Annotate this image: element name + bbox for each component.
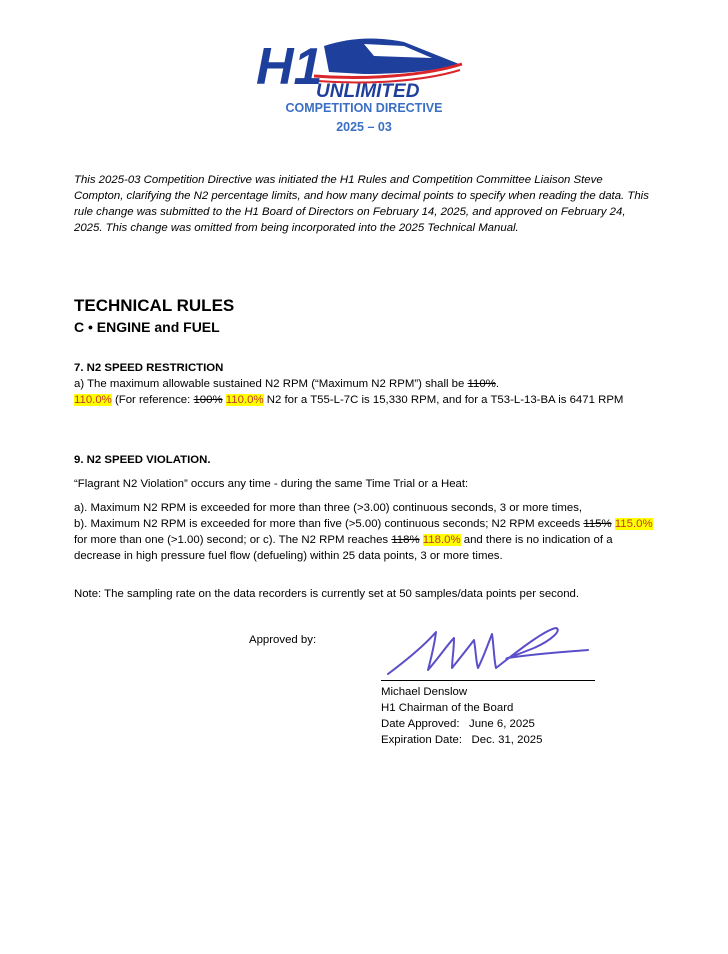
struck-value: 110% <box>467 378 496 390</box>
rule-7 <box>74 360 654 408</box>
rule-7-line-2 <box>74 392 654 408</box>
struck-value: 115% <box>583 518 612 530</box>
rule-7-text: a) The maximum allowable sustained N2 RPM (“Maximum N2 RPM”) shall be <box>74 378 468 390</box>
section-subtitle: C • ENGINE and FUEL <box>74 319 220 335</box>
punctuation: . <box>495 378 499 390</box>
rule-7-text: N2 for a T55-L-7C is 15,330 RPM, and for a T53-L-13-BA is 6471 RPM <box>263 394 624 406</box>
h1-unlimited-logo <box>254 34 466 100</box>
struck-value: 118% <box>391 534 420 546</box>
signature-image <box>384 618 594 680</box>
revised-value: 110.0% <box>225 394 264 406</box>
directive-number: 2025 – 03 <box>336 120 392 134</box>
rule-7-line-1 <box>74 376 654 392</box>
signature-line <box>381 680 595 681</box>
revised-value: 115.0% <box>614 518 653 530</box>
date-approved: Date Approved: June 6, 2025 <box>381 718 535 730</box>
intro-paragraph: This 2025-03 Competition Directive was initiated the H1 Rules and Competition Committee Liaison Steve Compton, clarifying the N2 percentage limits, and how many decimal points to specify when reading the data. This rule change was submitted to the H1 Board of Directors on February 14, 2025, and approved on February 24, 2025. This change was omitted from being incorporated into the 2025 Technical Manual. <box>74 174 649 234</box>
rule-9-text: and there is no indication of a decrease in high pressure fuel flow (defueling) within 25 data points, 3 or more times. <box>74 534 613 562</box>
rule-9-clause-a: a). Maximum N2 RPM is exceeded for more than three (>3.00) continuous seconds, 3 or more times, <box>74 502 583 514</box>
signer-title: H1 Chairman of the Board <box>381 702 514 714</box>
expiration-date: Expiration Date: Dec. 31, 2025 <box>381 734 543 746</box>
rule-9-heading: 9. N2 SPEED VIOLATION. <box>74 454 211 466</box>
rule-9-text: b). Maximum N2 RPM is exceeded for more than five (>5.00) continuous seconds; N2 RPM exceeds <box>74 518 584 530</box>
section-title: TECHNICAL RULES <box>74 296 235 315</box>
rule-7-text: (For reference: <box>111 394 194 406</box>
signer-name: Michael Denslow <box>381 686 468 698</box>
revised-value: 118.0% <box>422 534 461 546</box>
revised-value: 110.0% <box>74 394 112 406</box>
directive-title: COMPETITION DIRECTIVE <box>285 101 443 115</box>
rule-9-clause-b <box>74 516 654 564</box>
sampling-note: Note: The sampling rate on the data recorders is currently set at 50 samples/data points per second. <box>74 588 580 600</box>
rule-9-text: for more than one (>1.00) second; or c). The N2 RPM reaches <box>74 534 392 546</box>
logo-unlimited-text: UNLIMITED <box>316 81 420 100</box>
rule-9-intro: “Flagrant N2 Violation” occurs any time - during the same Time Trial or a Heat: <box>74 478 469 490</box>
rule-7-heading: 7. N2 SPEED RESTRICTION <box>74 362 224 374</box>
approved-by-label: Approved by: <box>249 634 317 646</box>
struck-value: 100% <box>193 394 223 406</box>
logo-h1-text: H1 <box>256 38 323 96</box>
